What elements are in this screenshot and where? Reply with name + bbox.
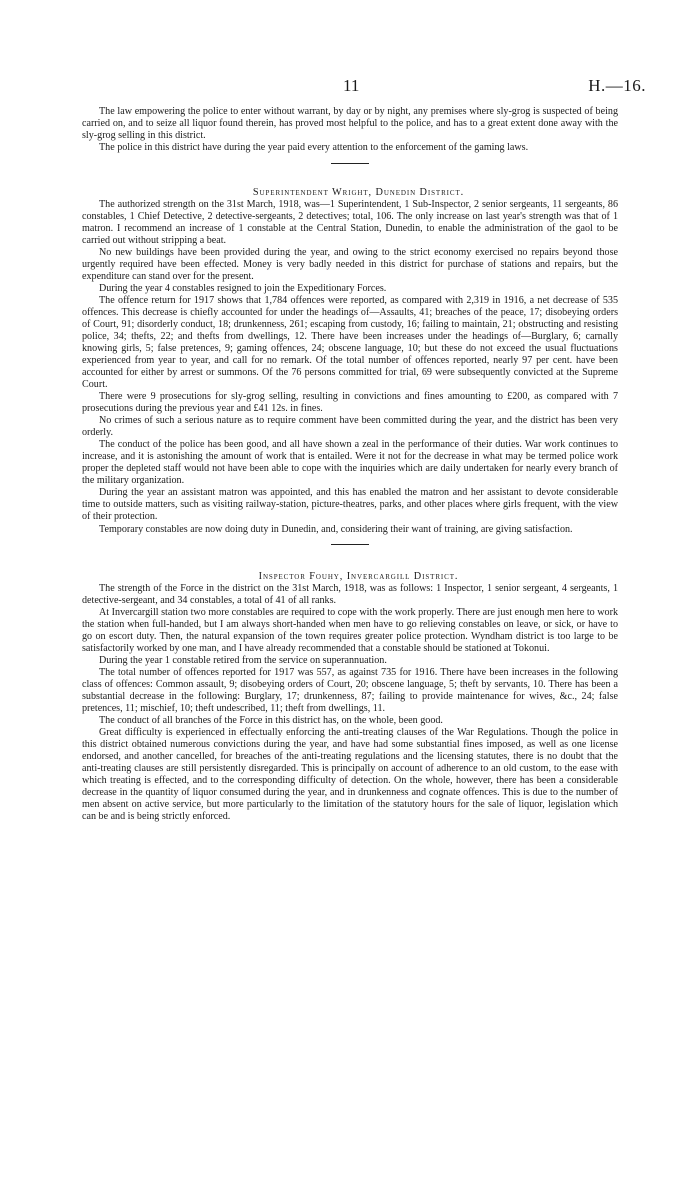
section-heading-dunedin: Superintendent Wright, Dunedin District. [252, 187, 465, 199]
invercargill-paragraph: The total number of offences reported for 1917 was 557, as against 735 for 1916. There have been increases in the following class of offences: Common assault, 9; disobeying orders of Court, 20; obscene language, 5; theft by servants, 10. There has been a substantial decrease in the following: Burglary, 17; drunkenness, 87; failing to provide maintenance for wives, &c., 24; false pretences, 11; mischief, 10; theft undescribed, 11; theft from dwellings, 11. [82, 666, 618, 714]
intro-paragraph: The police in this district have during the year paid every attention to the enforcement of the gaming laws. [99, 142, 529, 154]
dunedin-paragraph: The authorized strength on the 31st March, 1918, was—1 Superintendent, 1 Sub-Inspector, 2 senior sergeants, 11 sergeants, 86 constables, 1 Chief Detective, 2 detective-sergeants, 2 detectives; total, 106. The only increase on last year's strength was that of 1 matron. I recommend an increase of 1 constable at the Central Station, Dunedin, to enable the administration of the gaol to be carried out without stripping a beat. [82, 199, 618, 247]
document-reference: H.—16. [588, 76, 646, 95]
dunedin-paragraph: During the year an assistant matron was appointed, and this has enabled the matron and her assistant to devote considerable time to outside matters, such as visiting railway-station, picture-theatres, parks, and other places where girls frequent, with the view of their protection. [82, 487, 618, 523]
dunedin-paragraph: No new buildings have been provided during the year, and owing to the strict economy exercised no repairs beyond those urgently required have been effected. Money is very badly needed in this district for purchase of stations and repairs, but the expenditure can stand over for the present. [82, 247, 618, 283]
dunedin-paragraph: There were 9 prosecutions for sly-grog selling, resulting in convictions and fines amounting to £200, as compared with 7 prosecutions during the previous year and £41 12s. in fines. [82, 391, 618, 415]
section-divider [331, 544, 369, 545]
dunedin-paragraph: During the year 4 constables resigned to join the Expeditionary Forces. [99, 283, 387, 295]
page-header [0, 76, 700, 100]
dunedin-paragraph: The offence return for 1917 shows that 1,784 offences were reported, as compared with 2,319 in 1916, a net decrease of 535 offences. This decrease is chiefly accounted for under the headings of—Assaults, 41; breaches of the peace, 17; disobeying orders of Court, 91; disorderly conduct, 18; drunkenness, 261; escaping from custody, 16; failing to maintain, 21; obstructing and resisting police, 34; thefts, 22; and thefts from dwellings, 12. There have been increases under the headings of—Burglary, 6; carnally knowing girls, 5; false pretences, 9; gaming offences, 24; obscene language, 10; but these do not exceed the usual fluctuations experienced from year to year, and call for no remark. Of the total number of offences reported, nearly 97 per cent. have been accounted for either by arrest or summons. Of the 76 persons committed for trial, 69 were subsequently convicted at the Supreme Court. [82, 295, 618, 391]
dunedin-paragraph: Temporary constables are now doing duty in Dunedin, and, considering their want of training, are giving satisfaction. [99, 523, 573, 535]
dunedin-paragraph: The conduct of the police has been good, and all have shown a zeal in the performance of their duties. War work continues to increase, and it is astonishing the amount of work that is entailed. Were it not for the decrease in what may be termed police work proper the depleted staff would not have been able to cope with the inquiries which are daily undertaken for nearly every branch of the military organization. [82, 439, 618, 487]
dunedin-paragraph: No crimes of such a serious nature as to require comment have been committed during the year, and the district has been very orderly. [82, 415, 618, 439]
invercargill-paragraph: The conduct of all branches of the Force in this district has, on the whole, been good. [99, 714, 443, 726]
section-divider [331, 163, 369, 164]
invercargill-paragraph: Great difficulty is experienced in effectually enforcing the anti-treating clauses of the War Regulations. Though the police in this district obtained numerous convictions during the year, and have had some substantial fines imposed, as well as one license endorsed, and another cancelled, for breaches of the anti-treating regulations and the licensing statutes, there is no doubt that the anti-treating clauses are still persistently disregarded. This is principally on account of adherence to an old custom, to the ease with which treating is effected, and to the corresponding difficulty of detection. On the whole, however, there has been a considerable decrease in the quantity of liquor consumed during the year, and in drunkenness and cognate offences. This is due to the number of men absent on active service, but more particularly to the limitation of the statutory hours for the sale of liquor, legislation which can be and is being strictly enforced. [82, 726, 618, 822]
intro-paragraph: The law empowering the police to enter without warrant, by day or by night, any premises where sly-grog is suspected of being carried on, and to seize all liquor found therein, has proved most helpful to the police, and has to a great extent done away with the sly-grog selling in this district. [82, 106, 618, 142]
invercargill-paragraph: The strength of the Force in the district on the 31st March, 1918, was as follows: 1 Inspector, 1 senior sergeant, 4 sergeants, 1 detective-sergeant, and 34 constables, a total of 41 of all ranks. [82, 582, 618, 606]
report-body [82, 106, 618, 823]
invercargill-paragraph: At Invercargill station two more constables are required to cope with the work properly. There are just enough men here to work the station when full-handed, but I am always short-handed when men have to go relieving constables on leave, or sick, or have to go on escort duty. Then, the natural expansion of the town requires greater police protection. Wyndham district is too large to be satisfactorily worked by one man, and I have already recommended that a constable should be stationed at Tokonui. [82, 606, 618, 654]
invercargill-paragraph: During the year 1 constable retired from the service on superannuation. [99, 654, 387, 666]
section-heading-invercargill: Inspector Fouhy, Invercargill District. [258, 570, 459, 582]
page-number: 11 [343, 76, 360, 95]
